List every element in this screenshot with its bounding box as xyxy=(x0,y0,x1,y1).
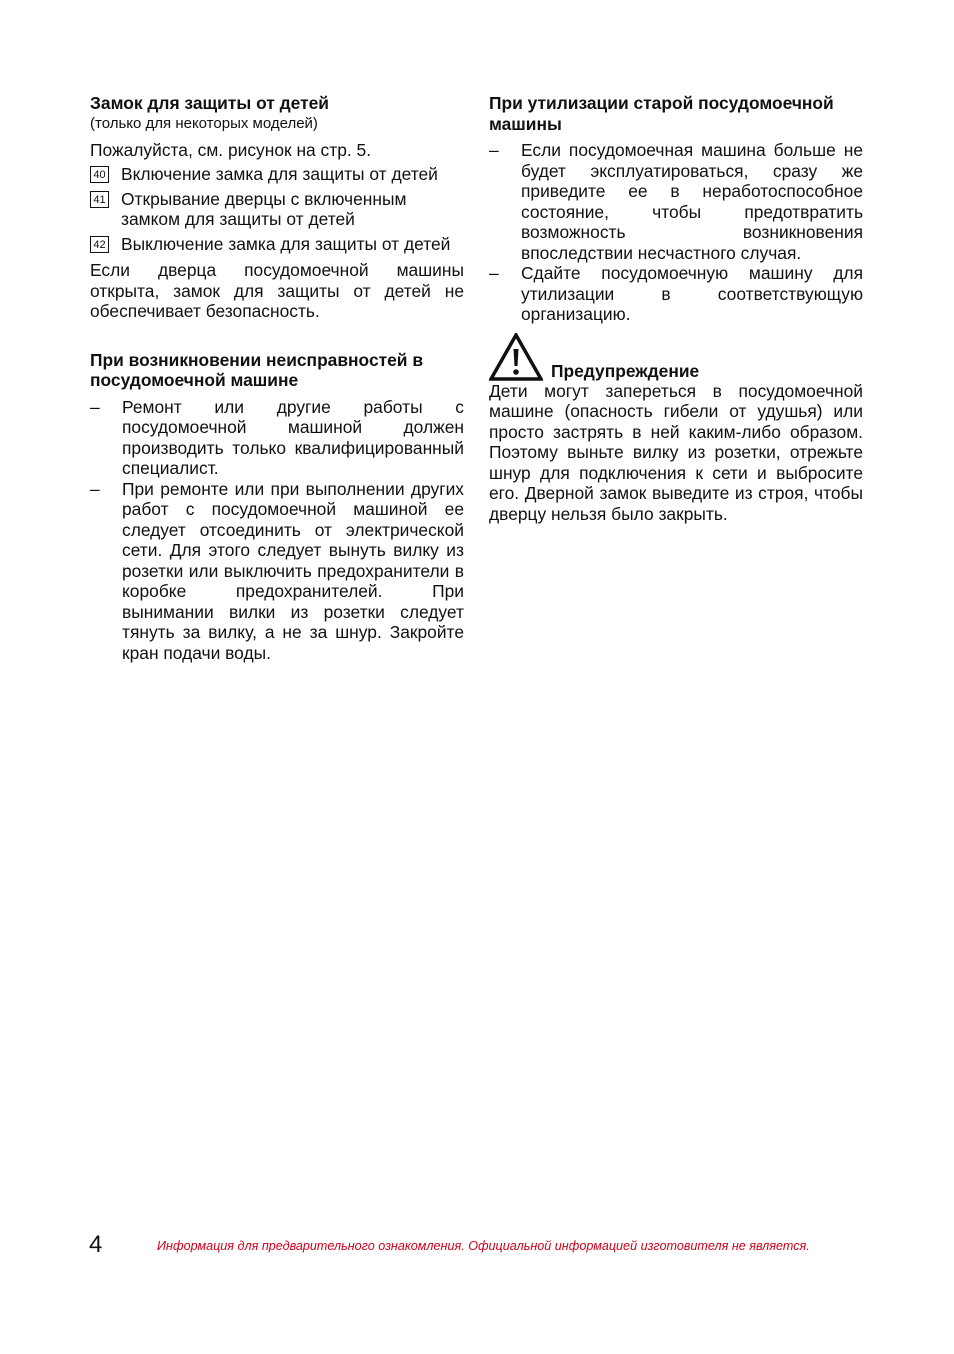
warning-header xyxy=(489,333,863,381)
list-item-text: Если посудомоечная машина больше не будет эксплуатироваться, сразу же приведите ее в неработоспособное состояние, чтобы предотвратить возможность возникновения впоследствии несчастного случая. xyxy=(521,140,863,263)
figure-number-badge: 41 xyxy=(90,191,109,208)
numbered-item-text: Выключение замка для защиты от детей xyxy=(121,233,451,254)
list-item-text: Ремонт или другие работы с посудомоечной машиной должен производить только квалифицированный специалист. xyxy=(122,396,464,478)
warning-title: Предупреждение xyxy=(551,360,700,381)
disposal-list xyxy=(489,140,863,325)
malfunction-list xyxy=(90,397,464,664)
numbered-item xyxy=(90,164,464,185)
malfunction-section xyxy=(90,350,464,664)
warning-triangle-icon xyxy=(489,333,543,381)
dash-marker: – xyxy=(90,478,100,499)
malfunction-title: При возникновении неисправностей в посудомоечной машине xyxy=(90,349,424,390)
left-column xyxy=(90,93,464,663)
child-lock-section xyxy=(90,93,464,322)
see-figure-text: Пожалуйста, см. рисунок на стр. 5. xyxy=(90,139,372,160)
child-lock-title: Замок для защиты от детей xyxy=(90,93,329,113)
child-lock-note: Если дверца посудомоечной машины открыта, замок для защиты от детей не обеспечивает безопасность. xyxy=(90,260,464,321)
list-item xyxy=(90,479,464,664)
list-item-text: Сдайте посудомоечную машину для утилизации в соответствующую организацию. xyxy=(521,263,863,324)
child-lock-subtitle: (только для некоторых моделей) xyxy=(90,114,318,132)
dash-marker: – xyxy=(489,140,499,160)
numbered-item xyxy=(90,234,464,255)
numbered-item-text: Включение замка для защиты от детей xyxy=(121,164,438,184)
warning-text: Дети могут запереться в посудомоечной машине (опасность гибели от удушья) или просто застрять в ней каким-либо образом. Поэтому выньте вилку из розетки, отрежьте шнур для подключения к сети и выбросите его. Дверной замок выведите из строя, чтобы дверцу нельзя было закрыть. xyxy=(489,380,863,524)
figure-number-badge: 42 xyxy=(90,236,109,253)
figure-number-badge: 40 xyxy=(90,166,109,183)
disposal-section xyxy=(489,93,863,325)
numbered-item-text: Открывание дверцы с включенным замком для защиты от детей xyxy=(121,188,407,229)
warning-section xyxy=(489,333,863,525)
dash-marker: – xyxy=(90,396,100,417)
numbered-item xyxy=(90,189,464,230)
list-item xyxy=(489,263,863,325)
dash-marker: – xyxy=(489,263,499,283)
page-number: 4 xyxy=(89,1231,103,1258)
list-item xyxy=(489,140,863,263)
disposal-title: При утилизации старой посудомоечной машины xyxy=(489,93,834,134)
list-item-text: При ремонте или при выполнении других работ с посудомоечной машиной ее следует отсоединить от электрической сети. Для этого следует вынуть вилку из розетки или выключить предохранители в коробке предохранителей. При вынимании вилки из розетки следует тянуть за вилку, а не за шнур. Закройте кран подачи воды. xyxy=(122,478,464,663)
footer-disclaimer: Информация для предварительного ознакомления. Официальной информацией изготовителя не является. xyxy=(157,1239,810,1253)
list-item xyxy=(90,397,464,479)
right-column xyxy=(489,93,863,524)
